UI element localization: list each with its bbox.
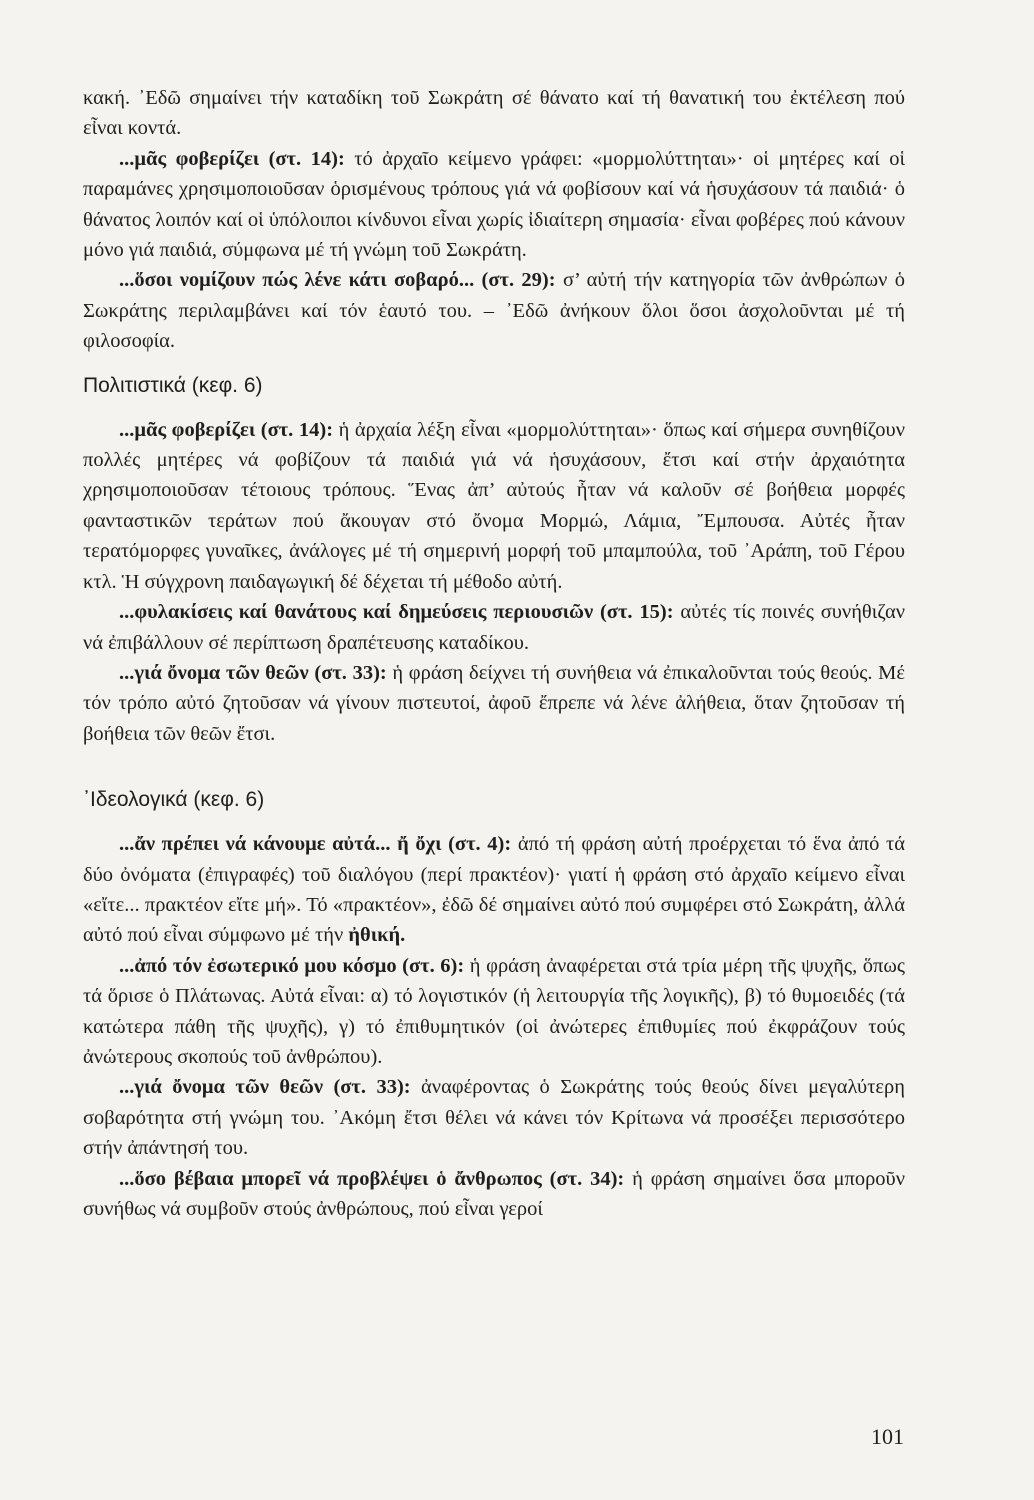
paragraph [83, 83, 905, 144]
term-lemma: ...μᾶς φοβερίζει (στ. 14): [119, 418, 334, 441]
term-lemma: ...γιά ὄνομα τῶν θεῶν (στ. 33): [119, 661, 387, 684]
term-lemma: ...ὅσοι νομίζουν πώς λένε κάτι σοβαρό... (στ. 29): [119, 269, 556, 292]
paragraph [83, 265, 905, 356]
term-lemma: ...ἄν πρέπει νά κάνουμε αὐτά... ἤ ὄχι (στ. 4): [119, 833, 512, 856]
paragraph [83, 144, 905, 266]
term-lemma: ...ὅσο βέβαια μπορεῖ νά προβλέψει ὁ ἄνθρωπος (στ. 34): [119, 1167, 625, 1190]
section-heading [83, 785, 905, 815]
paragraph [83, 1164, 905, 1225]
paragraph [83, 829, 905, 951]
text-run: ἡ φράση σημαίνει ὅσα μπορoῦν συνήθως νά συμβοῦν στούς ἀνθρώπους, πού εἶναι γεροί [83, 1167, 905, 1220]
text-run: τό ἀρχαῖο κείμενο γράφει: «μορμολύττηται»· οἱ μητέρες καί οἱ παραμάνες χρησιμοποιοῦσαν ὁρισμένους τρόπους γιά νά φοβίσουν καί νά ἡσυχάσουν τά παιδιά· ὁ θάνατος λοιπόν καί οἱ ὑπόλοιποι κίνδυνοι εἶναι χωρίς ἰδιαίτερη σημασία· εἶναι φοβέρες πού κάνουν μόνο γιά παιδιά, σύμφωνα μέ τή γνώμη τοῦ Σωκράτη. [83, 147, 906, 262]
page-text-body [83, 83, 905, 1224]
text-run: ἡ φράση δείχνει τή συνήθεια νά ἐπικαλοῦνται τούς θεούς. Μέ τόν τρόπο αὐτό ζητοῦσαν νά γίνουν πιστευτοί, ἀφοῦ ἔπρεπε νά λένε ἀλήθεια, ὅταν ζητοῦσαν τή βοήθεια τῶν θεῶν ἔτσι. [83, 661, 905, 745]
term-lemma: ...ἀπό τόν ἐσωτερικό μου κόσμο (στ. 6): [119, 954, 465, 977]
text-run: αὐτές τίς ποινές συνήθιζαν νά ἐπιβάλλουν σέ περίπτωση δραπέτευσης καταδίκου. [83, 601, 906, 654]
paragraph [83, 415, 905, 597]
paragraph [83, 658, 905, 749]
text-run: Πολιτιστικά (κεφ. 6) [83, 373, 263, 397]
text-run: κακή. ᾿Εδῶ σημαίνει τήν καταδίκη τοῦ Σωκράτη σέ θάνατο καί τή θανατική του ἐκτέλεση πού εἶναι κοντά. [83, 87, 905, 140]
text-run: σ’ αὐτή τήν κατηγορία τῶν ἀνθρώπων ὁ Σωκράτης περιλαμβάνει καί τόν ἑαυτό του. – ᾿Εδῶ ἀνήκουν ὅλοι ὅσοι ἀσχολοῦνται μέ τή φιλοσοφία. [83, 269, 905, 353]
text-run: ᾿Ιδεολογικά (κεφ. 6) [83, 788, 265, 812]
text-run: ἡ φράση ἀναφέρεται στά τρία μέρη τῆς ψυχῆς, ὅπως τά ὅρισε ὁ Πλάτωνας. Αὐτά εἶναι: α) τό λογιστικόν (ἡ λειτουργία τῆς λογικῆς), β) τό θυμοειδές (τά κατώτερα πάθη τῆς ψυχῆς), γ) τό ἐπιθυμητικόν (οἱ ἀνώτερες ἐπιθυμίες πού ἐκφράζουν τούς ἀνώτερους σκοπούς τοῦ ἀνθρώπου). [83, 954, 906, 1068]
text-run: ἀναφέροντας ὁ Σωκράτης τούς θεούς δίνει μεγαλύτερη σοβαρότητα στή γνώμη του. ᾿Ακόμη ἔτσι θέλει νά κάνει τόν Κρίτωνα νά προσέξει περισσότερο στήν ἀπάντησή του. [83, 1076, 905, 1160]
paragraph [83, 1072, 905, 1163]
section-heading [83, 371, 905, 401]
term-lemma: ...φυλακίσεις καί θανάτους καί δημεύσεις περιουσιῶν (στ. 15): [119, 601, 674, 624]
paragraph [83, 597, 905, 658]
page-number: 101 [871, 1424, 904, 1449]
text-run: ἡ ἀρχαία λέξη εἶναι «μορμολύττηται»· ὅπως καί σήμερα συνηθίζουν πολλές μητέρες νά φοβίζουν τά παιδιά γιά νά ἡσυχάσουν, ἔτσι καί στήν ἀρχαιότητα χρησιμοποιοῦσαν τέτοιους τρόπους. Ἕνας ἀπ’ αὐτούς ἦταν νά καλοῦν σέ βοήθεια μορφές φανταστικῶν τεράτων πού ἄκουγαν στό ὄνομα Μορμώ, Λάμια, Ἔμπουσα. Αὐτές ἦταν τερατόμορφες γυναῖκες, ἀνάλογες μέ τή σημερινή μορφή τοῦ μπαμπούλα, τοῦ ᾿Αράπη, τοῦ Γέρου κτλ. Ἡ σύγχρονη παιδαγωγική δέ δέχεται τή μέθοδο αὐτή. [83, 418, 905, 593]
term-lemma: ...μᾶς φοβερίζει (στ. 14): [119, 147, 345, 170]
paragraph [83, 951, 905, 1073]
term-lemma: ἠθική. [348, 924, 406, 947]
term-lemma: ...γιά ὄνομα τῶν θεῶν (στ. 33): [119, 1076, 411, 1099]
text-run: ἀπό τή φράση αὐτή προέρχεται τό ἕνα ἀπό τά δύο ὀνόματα (ἐπιγραφές) τοῦ διαλόγου (περί πρακτέον)· γιατί ἡ φράση στό ἀρχαῖο κείμενο εἶναι «εἴτε... πρακτέον εἴτε μή». Τό «πρακτέον», ἐδῶ δέ σημαίνει αὐτό πού συμφέρει στό Σωκράτη, ἀλλά αὐτό πού εἶναι σύμφωνο μέ τήν [83, 833, 905, 947]
